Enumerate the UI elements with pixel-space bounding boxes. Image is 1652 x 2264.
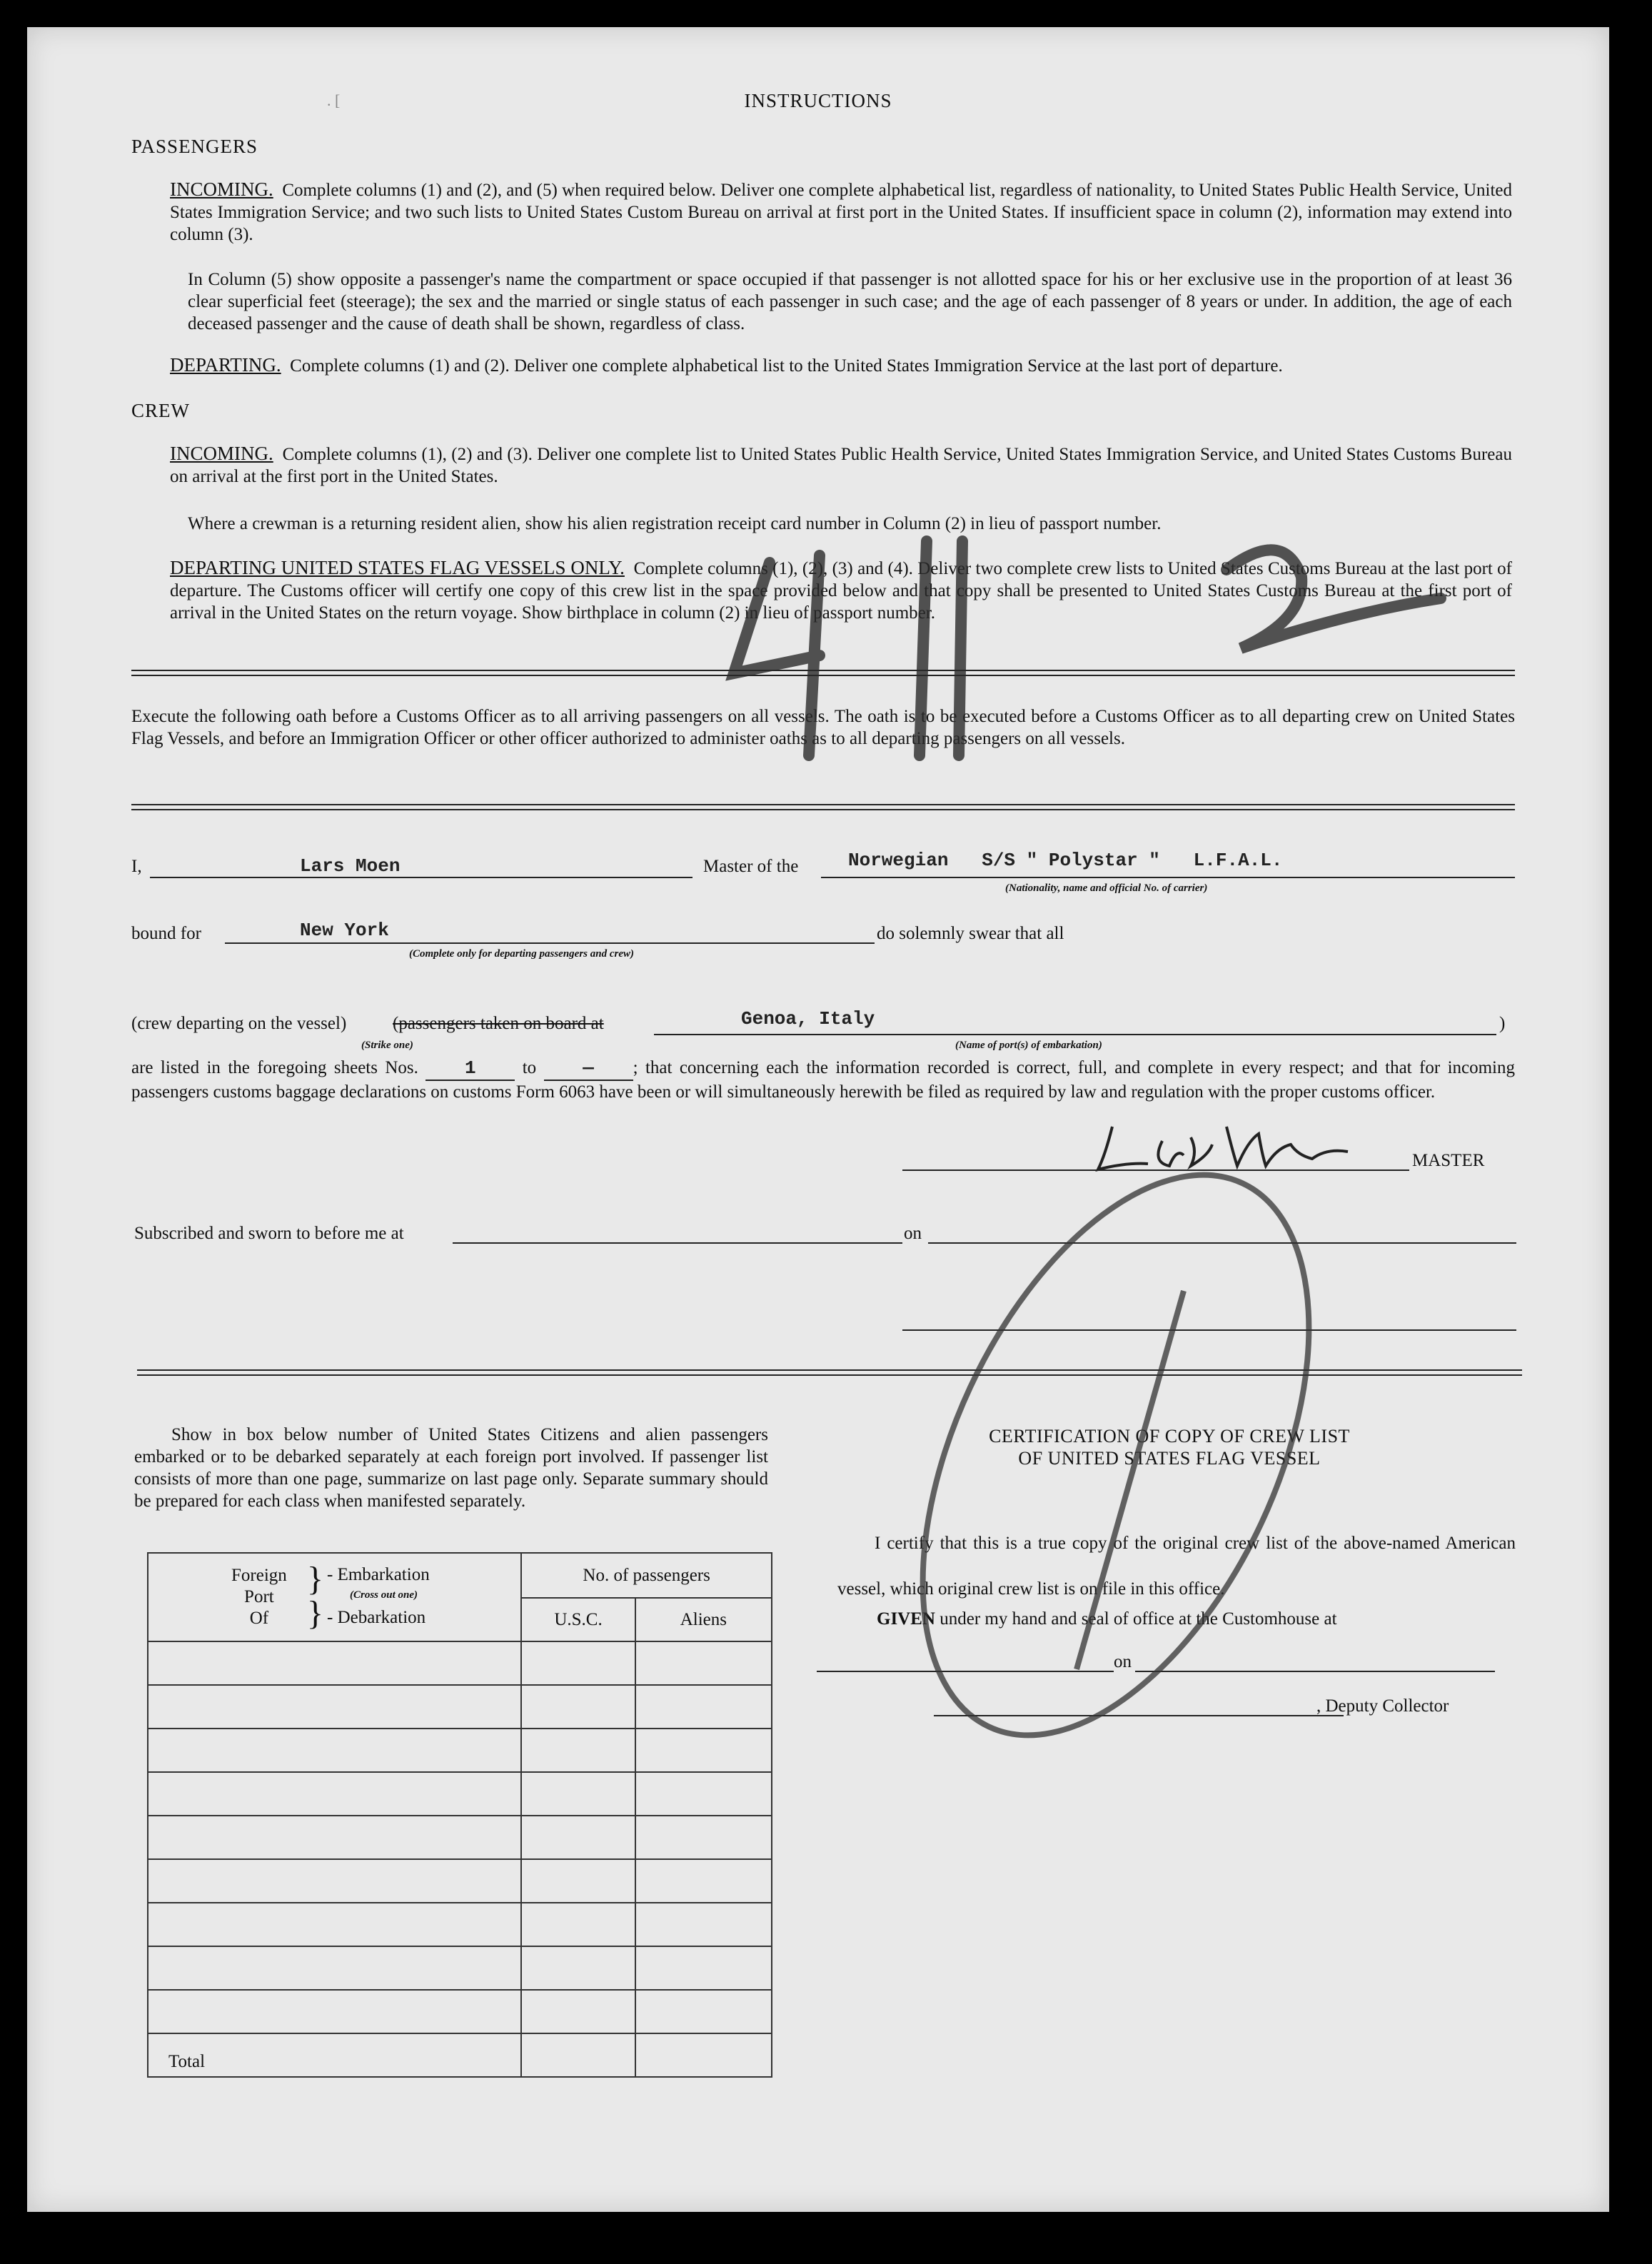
sworn-place-line	[453, 1242, 902, 1244]
table-row	[148, 1685, 772, 1729]
sheets-paragraph	[131, 1057, 1515, 1103]
summary-instruction: Show in box below number of United States Citizens and alien passengers embarked or to be debarked separately at each foreign port involved. If passenger list consists of more than one page, summarize on last page only. Separate summary should be prepared for each class when manifested separately.	[134, 1425, 768, 1511]
bound-for-caption: (Complete only for departing passengers and crew)	[409, 948, 634, 960]
section-divider	[131, 804, 1515, 810]
sheet-from-field	[425, 1057, 515, 1081]
vessel-name: Norwegian S/S " Polystar " L.F.A.L.	[848, 850, 1283, 871]
passengers-heading: PASSENGERS	[131, 136, 258, 157]
embarkation-label: - Embarkation	[327, 1565, 430, 1584]
customhouse-place-line	[817, 1671, 1114, 1672]
total-label: Total	[148, 2033, 521, 2077]
crew-incoming-text: Complete columns (1), (2) and (3). Deliver one complete list to United States Public Health Service, United States Immigration Service, and United States Customs Bureau on arrival at the first port in the United States.	[170, 445, 1512, 486]
given-paragraph	[877, 1609, 1337, 1629]
sheet-to-field	[544, 1057, 633, 1081]
master-label: MASTER	[1412, 1151, 1485, 1170]
master-name-line	[150, 877, 692, 878]
port-header-cell: Foreign Port Of } } - Embarkation (Cross out one) - Debarkation	[148, 1553, 521, 1641]
certification-title	[841, 1425, 1498, 1469]
deputy-signature-line	[934, 1715, 1344, 1716]
passengers-struck-label: (passengers taken on board at	[393, 1014, 604, 1033]
given-label: GIVEN	[877, 1609, 935, 1629]
passengers-incoming-text: Complete columns (1) and (2), and (5) when required below. Deliver one complete alphabetical list, regardless of nationality, to United States Public Health Service, United States Immigration Service; and two such lists to United States Custom Bureau on arrival at first port in the United States. If insufficient space in column (2), information may extend into column (3).	[170, 181, 1512, 244]
deputy-collector-label: , Deputy Collector	[1316, 1696, 1449, 1716]
sheets-text: ; that concerning each the information recorded is correct, full, and complete in every respect; and that for incoming passengers customs baggage declarations on customs Form 6063 have been or will simultaneously herewith be filed as required by law and regulation with the proper customs officer.	[131, 1058, 1516, 1102]
foreign-label: Foreign	[231, 1566, 287, 1585]
passengers-column5-paragraph: In Column (5) show opposite a passenger's name the compartment or space occupied if that passenger is not allotted space for his or her exclusive use in the proportion of at least 36 clear superficial feet (steerage); the sex and the married or single status of each passenger in such case; and the age of each passenger of 8 years or under. In addition, the age of each deceased passenger and the cause of death shall be shown, regardless of class.	[188, 270, 1512, 333]
table-row	[148, 1772, 772, 1816]
table-row	[148, 1641, 772, 1685]
bound-for-label: bound for	[131, 924, 201, 943]
section-divider	[137, 1369, 1522, 1376]
sheets-label: are listed in the foregoing sheets Nos.	[131, 1058, 418, 1077]
crew-resident-paragraph: Where a crewman is a returning resident alien, show his alien registration receipt card number in Column (2) in lieu of passport number.	[188, 514, 1162, 533]
passengers-departing-label: DEPARTING.	[170, 354, 281, 376]
table-row	[148, 1946, 772, 1990]
debarkation-label: - Debarkation	[327, 1608, 426, 1627]
certification-title-line1: CERTIFICATION OF COPY OF CREW LIST	[989, 1426, 1350, 1447]
passenger-summary-table	[147, 1552, 772, 2078]
table-row	[148, 1816, 772, 1859]
of-label: Of	[249, 1609, 269, 1628]
bound-for-value: New York	[300, 920, 389, 941]
total-row	[148, 2033, 772, 2077]
table-row	[148, 1859, 772, 1903]
crew-incoming-paragraph	[170, 443, 1512, 488]
certification-on-label: on	[1114, 1652, 1132, 1671]
to-label: to	[522, 1058, 537, 1077]
master-name: Lars Moen	[300, 855, 401, 877]
port-caption: (Name of port(s) of embarkation)	[955, 1040, 1102, 1051]
strike-caption: (Strike one)	[361, 1040, 413, 1051]
table-row	[148, 1990, 772, 2033]
crew-heading: CREW	[131, 400, 190, 421]
crew-departing-label: (crew departing on the vessel)	[131, 1014, 347, 1033]
passengers-departing-text: Complete columns (1) and (2). Deliver one complete alphabetical list to the United States Immigration Service at the last port of departure.	[290, 356, 1283, 376]
passengers-departing-paragraph	[170, 354, 1512, 377]
sheet-to: —	[583, 1057, 594, 1079]
crew-departing-label: DEPARTING UNITED STATES FLAG VESSELS ONLY.	[170, 557, 625, 578]
master-of-label: Master of the	[703, 857, 799, 876]
master-signature	[1084, 1112, 1369, 1177]
oath-i-label: I,	[131, 857, 142, 876]
corner-mark: . [	[327, 91, 341, 109]
crew-departing-text: Complete columns (1), (2), (3) and (4). Deliver two complete crew lists to United States Customs Bureau at the last port of departure. The Customs officer will certify one copy of this crew list in the space provided below and that copy shall be presented to United States Customs Bureau at the first port of arrival in the United States on the return voyage. Show birthplace in column (2) in lieu of passport number.	[170, 559, 1512, 623]
no-passengers-header: No. of passengers	[521, 1553, 772, 1598]
table-row	[148, 1729, 772, 1772]
swear-label: do solemnly swear that all	[877, 924, 1064, 943]
port-label: Port	[244, 1587, 274, 1606]
crew-departing-paragraph	[170, 557, 1512, 624]
cross-out-caption: (Cross out one)	[350, 1589, 418, 1601]
section-divider	[131, 670, 1515, 676]
certification-date-line	[1135, 1671, 1495, 1672]
sworn-label: Subscribed and sworn to before me at	[134, 1224, 404, 1243]
close-paren: )	[1499, 1014, 1506, 1033]
port-line	[654, 1034, 1496, 1035]
aliens-header: Aliens	[635, 1598, 772, 1641]
bound-for-line	[225, 942, 875, 944]
passengers-incoming-paragraph	[170, 178, 1512, 246]
crew-incoming-label: INCOMING.	[170, 443, 273, 464]
page-title: INSTRUCTIONS	[744, 90, 892, 111]
sheet-from: 1	[465, 1057, 476, 1079]
passengers-incoming-label: INCOMING.	[170, 178, 273, 200]
given-text: under my hand and seal of office at the Customhouse at	[940, 1609, 1337, 1629]
usc-header: U.S.C.	[521, 1598, 635, 1641]
certify-text: I certify that this is a true copy of the original crew list of the above-named American vessel, which original crew list is on file in this office.	[837, 1534, 1516, 1599]
vessel-line	[821, 877, 1515, 878]
oath-instruction: Execute the following oath before a Customs Officer as to all arriving passengers on all vessels. The oath is to be executed before a Customs Officer as to all departing crew on United States Flag Vessels, and before an Immigration Officer or other officer authorized to administer oaths as to all departing passengers on all vessels.	[131, 707, 1515, 748]
document-page	[27, 27, 1609, 2212]
table-row	[148, 1903, 772, 1946]
sworn-on-label: on	[904, 1224, 922, 1243]
sworn-date-line	[928, 1242, 1516, 1244]
vessel-caption: (Nationality, name and official No. of carrier)	[1005, 882, 1208, 894]
certification-title-line2: OF UNITED STATES FLAG VESSEL	[1018, 1448, 1321, 1469]
officer-signature-line	[902, 1329, 1516, 1331]
port-value: Genoa, Italy	[741, 1008, 875, 1030]
